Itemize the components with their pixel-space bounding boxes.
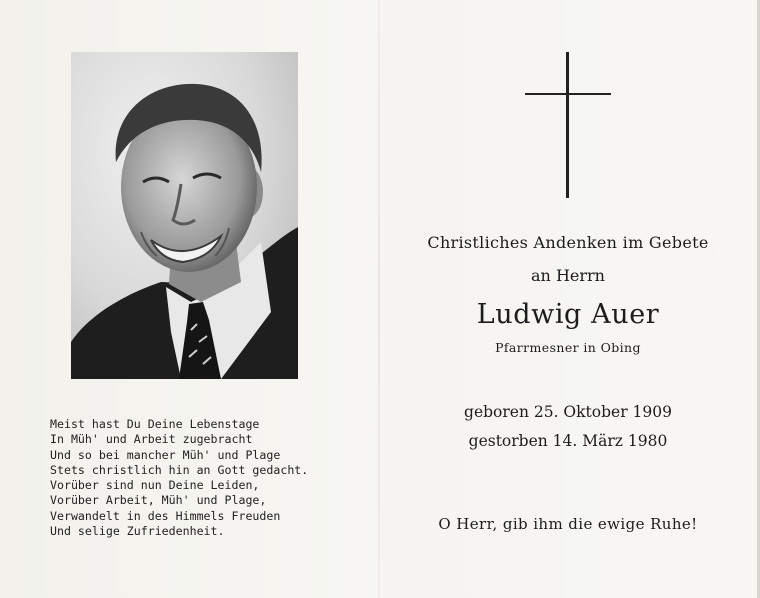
deceased-name: Ludwig Auer <box>476 299 660 330</box>
cross-vertical-beam <box>566 52 569 198</box>
poem-line: In Müh' und Arbeit zugebracht <box>50 432 253 447</box>
poem-line: Stets christlich hin an Gott gedacht. <box>50 462 309 477</box>
memorial-heading: Christliches Andenken im Gebete <box>427 233 709 252</box>
poem-line: Verwandelt in des Himmels Freuden <box>50 508 281 523</box>
poem-line: Und selige Zufriedenheit. <box>50 524 225 539</box>
memorial-poem <box>50 417 350 539</box>
cross-horizontal-beam <box>525 93 611 95</box>
death-date: gestorben 14. März 1980 <box>468 432 668 450</box>
poem-line: Und so bei mancher Müh' und Plage <box>50 447 281 462</box>
birth-date: geboren 25. Oktober 1909 <box>464 403 672 421</box>
salutation: an Herrn <box>531 266 605 285</box>
closing-prayer: O Herr, gib ihm die ewige Ruhe! <box>438 515 698 533</box>
portrait-photo <box>71 52 298 379</box>
poem-line: Meist hast Du Deine Lebenstage <box>50 417 260 431</box>
deceased-role: Pfarrmesner in Obing <box>495 340 641 355</box>
poem-line: Vorüber sind nun Deine Leiden, <box>50 478 260 493</box>
poem-line: Vorüber Arbeit, Müh' und Plage, <box>50 493 267 508</box>
card-fold-line <box>378 0 380 598</box>
